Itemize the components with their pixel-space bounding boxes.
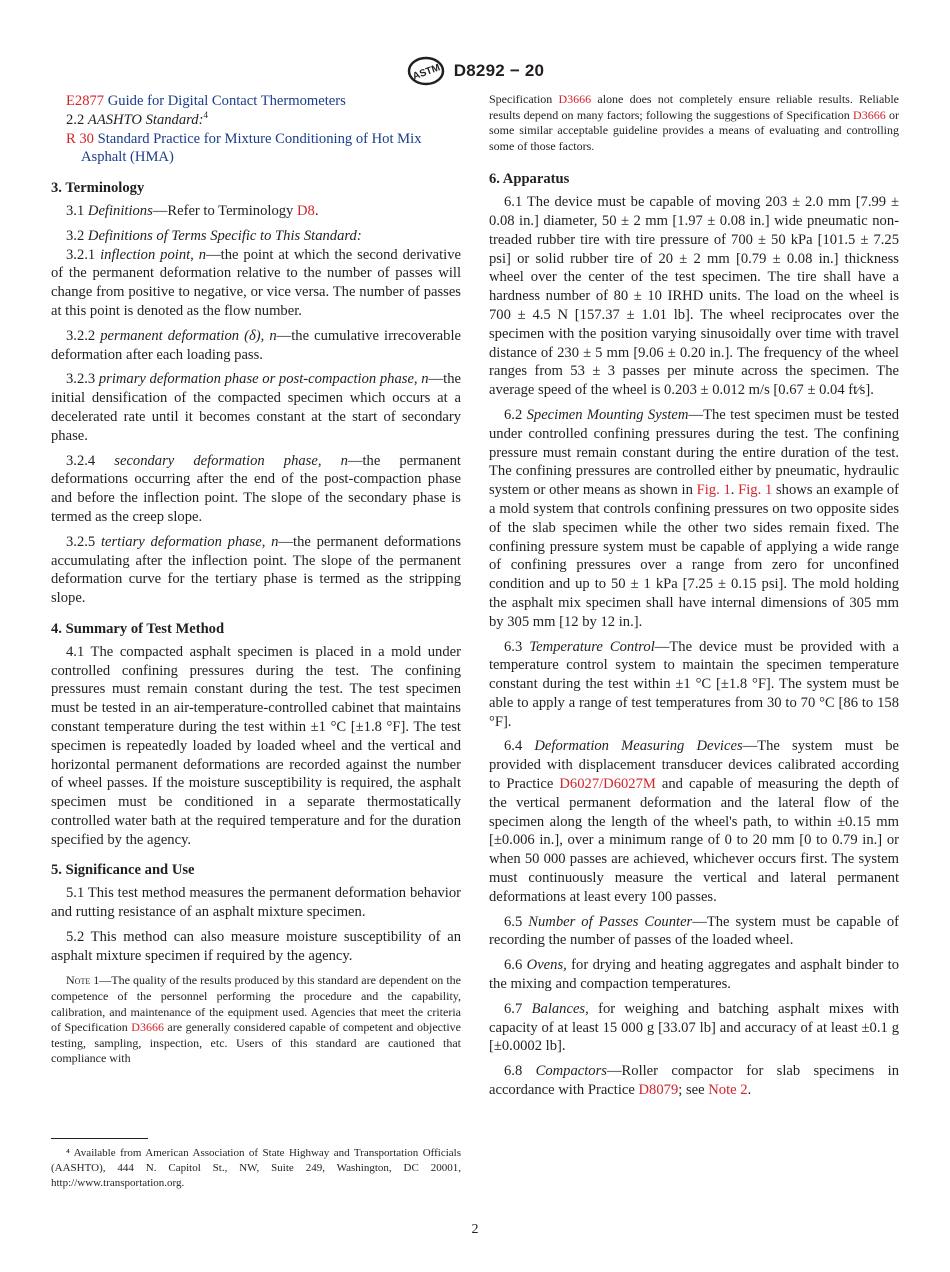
- link-d8079[interactable]: D8079: [638, 1082, 679, 1099]
- footnote-4: ⁴ Available from American Association of State Highway and Transportation Officials (AASHTO), 444 N. Capitol St., NW, Suite 249, Washington, DC 20001, http://www.transportation.org.: [51, 1147, 461, 1189]
- section-heading-apparatus: 6. Apparatus: [489, 171, 570, 188]
- para-3-1: 3.1 Definitions—Refer to Terminology D8.: [66, 202, 319, 219]
- para-3-2-1: 3.2.1 inflection point, n—the point at which the second derivative of the permanent deformation relative to the number of passes will change from positive to negative, or vice versa. The number of passes at this point is denoted as the flow number.: [51, 246, 461, 319]
- page-number: 2: [471, 1222, 479, 1237]
- link-d8[interactable]: D8: [297, 202, 315, 219]
- right-column: [489, 92, 899, 1100]
- ref-code-link[interactable]: E2877: [66, 93, 105, 109]
- ref-title-link[interactable]: Standard Practice for Mixture Conditioning of Hot Mix Asphalt (HMA): [81, 130, 422, 166]
- link-d3666[interactable]: D3666: [853, 107, 886, 122]
- svg-text:ASTM: ASTM: [411, 62, 442, 83]
- para-5-2: 5.2 This method can also measure moisture susceptibility of an asphalt mixture specimen if required by the agency.: [51, 928, 461, 964]
- para-3-2-5: 3.2.5 tertiary deformation phase, n—the permanent deformations accumulating after the inflection point. The slope of the permanent deformation curve for the tertiary phase is termed as the stripping slope.: [51, 533, 461, 607]
- reference-e2877: [51, 92, 461, 111]
- reference-r30: [51, 130, 461, 168]
- page-header: [0, 54, 950, 88]
- para-3-2-4: 3.2.4 secondary deformation phase, n—the permanent deformations occurring after the end of the post-compaction phase and before the inflection point. The slope of the secondary phase is termed as the creep slope.: [51, 452, 461, 525]
- ref-code-link[interactable]: R 30: [66, 130, 94, 147]
- para-6-1: 6.1 The device must be capable of moving 203 ± 2.0 mm [7.99 ± 0.08 in.] diameter, 50 ± 2 mm [1.97 ± 0.08 in.] wide pneumatic non-treaded rubber tire with tire pressure of 700 ± 50 kPa [101.5 ± 7.25 psi] or solid rubber tire of 20 ± 2 mm [0.79 ± 0.08 in.] thickness wheel over the center of the test specimen. The tire shall have a hardness number of 80 ± 10 IRHD units. The load on the wheel is 700 ± 4.5 N [157.37 ± 1.01 lb]. The wheel reciprocates over the specimen with the position varying sinusoidally over time with travel distance of 230 ± 5 mm [9.06 ± 0.20 in.]. The frequency of the wheel ranges from 53 ± 3 passes per minute across the specimen. The average speed of the wheel is 0.203 ± 0.012 m/s [0.67 ± 0.04 ft⁄s].: [489, 194, 899, 399]
- section-heading-significance: 5. Significance and Use: [51, 862, 195, 879]
- para-4-1: 4.1 The compacted asphalt specimen is placed in a mold under controlled confining pressures during the test. The confining pressures must remain constant during the test. The test specimen must be tested in an air-temperature-controlled cabinet that maintains constant temperature during the test within ±1 °C [±1.8 °F]. The test specimen is repeatedly loaded by loaded wheel and the vertical and horizontal permanent deformations are recorded against the number of wheel passes. If the moisture susceptibility is required, the asphalt specimen must be conditioned in a separate thermostatically controlled water bath at the required temperature and for the duration specified by the agency.: [51, 643, 461, 848]
- link-d6027[interactable]: D6027/D6027M: [559, 776, 656, 793]
- para-3-2: 3.2 Definitions of Terms Specific to This Standard:: [66, 227, 362, 244]
- astm-logo-icon: [406, 56, 446, 86]
- para-3-2-2: 3.2.2 permanent deformation (δ), n—the cumulative irrecoverable deformation after each loading pass.: [51, 327, 461, 363]
- para-5-1: 5.1 This test method measures the permanent deformation behavior and rutting resistance of an asphalt mixture specimen.: [51, 885, 461, 921]
- para-6-7: 6.7 Balances, for weighing and batching asphalt mixes with capacity of at least 15 000 g [33.07 lb] and accuracy of at least ±0.1 g [±0.0002 lb].: [489, 1000, 899, 1055]
- para-6-4: 6.4 Deformation Measuring Devices—The system must be provided with displacement transducer devices calibrated according to Practice D6027/D6027M and capable of measuring the depth of the vertical permanent deformation and the lateral flow of the specimen along the length of the wheel's path, to within ±0.15 mm [±0.006 in.], over a minimum range of 0 to 20 mm [0 to 0.79 in.] or when 50 000 passes are achieved, whichever occurs first. The system must continuously measure the vertical and lateral permanent deformations at least every 100 passes.: [489, 738, 899, 905]
- para-3-2-3: 3.2.3 primary deformation phase or post-compaction phase, n—the initial densification of the compacted specimen which occurs at a decelerated rate until it becomes constant at the start of secondary phase.: [51, 371, 461, 444]
- para-6-8: 6.8 Compactors—Roller compactor for slab specimens in accordance with Practice D8079; see Note 2.: [489, 1063, 899, 1099]
- note-1: Note 1—The quality of the results produced by this standard are dependent on the competence of the personnel performing the procedure and the capability, calibration, and maintenance of the equipment used. Agencies that meet the criteria of Specification D3666 are generally considered capable of competent and objective testing, sampling, inspection, etc. Users of this standard are cautioned that compliance with: [51, 973, 462, 1066]
- para-6-2: 6.2 Specimen Mounting System—The test specimen must be tested under controlled confining pressures during the test. The confining pressure must remain constant during the entire duration of the test. The confining pressures are controlled either by pneumatic, hydraulic system or other means as shown in Fig. 1. Fig. 1 shows an example of a mold system that controls confining pressures on two opposite sides of the slab specimen while the other two sides remain fixed. The confining pressure system must be capable of applying a wide range of confining pressures over a range from zero for unconfined condition and up to 50 ± 1 kPa [7.25 ± 0.15 psi]. The mold holding the asphalt mix specimen shall have internal dimensions of 305 mm by 305 mm [12 by 12 in.].: [489, 406, 900, 630]
- link-note-2[interactable]: Note 2: [708, 1082, 748, 1099]
- link-d3666[interactable]: D3666: [558, 92, 592, 106]
- section-heading-summary: 4. Summary of Test Method: [51, 620, 225, 637]
- aashto-standard-heading: 2.2 AASHTO Standard:$^4$: [66, 109, 208, 128]
- para-6-3: 6.3 Temperature Control—The device must be provided with a temperature control system to maintain the specimen temperature constant during the test within ±1 °C [±1.8 °F]. The system must be able to apply a range of test temperatures from 30 to 70 °C [86 to 158 °F].: [489, 638, 899, 730]
- document-id: D8292 − 20: [453, 61, 545, 80]
- note-1-continued: Specification D3666 alone does not completely ensure reliable results. Reliable results depend on many factors; following the suggestions of Specification D3666 or some similar acceptable guideline provides a means of evaluating and controlling some of those factors.: [489, 92, 899, 153]
- section-heading-terminology: 3. Terminology: [51, 180, 145, 197]
- link-fig-1[interactable]: Fig. 1: [696, 482, 731, 499]
- link-d3666[interactable]: D3666: [131, 1020, 164, 1035]
- link-fig-1[interactable]: Fig. 1: [738, 482, 773, 499]
- ref-title-link[interactable]: Guide for Digital Contact Thermometers: [107, 93, 346, 109]
- footnote-divider: [51, 1138, 148, 1139]
- para-6-5: 6.5 Number of Passes Counter—The system must be capable of recording the number of passes of the loaded wheel.: [489, 913, 899, 949]
- para-6-6: 6.6 Ovens, for drying and heating aggregates and asphalt binder to the mixing and compaction temperatures.: [489, 957, 899, 993]
- left-column: [51, 92, 461, 1067]
